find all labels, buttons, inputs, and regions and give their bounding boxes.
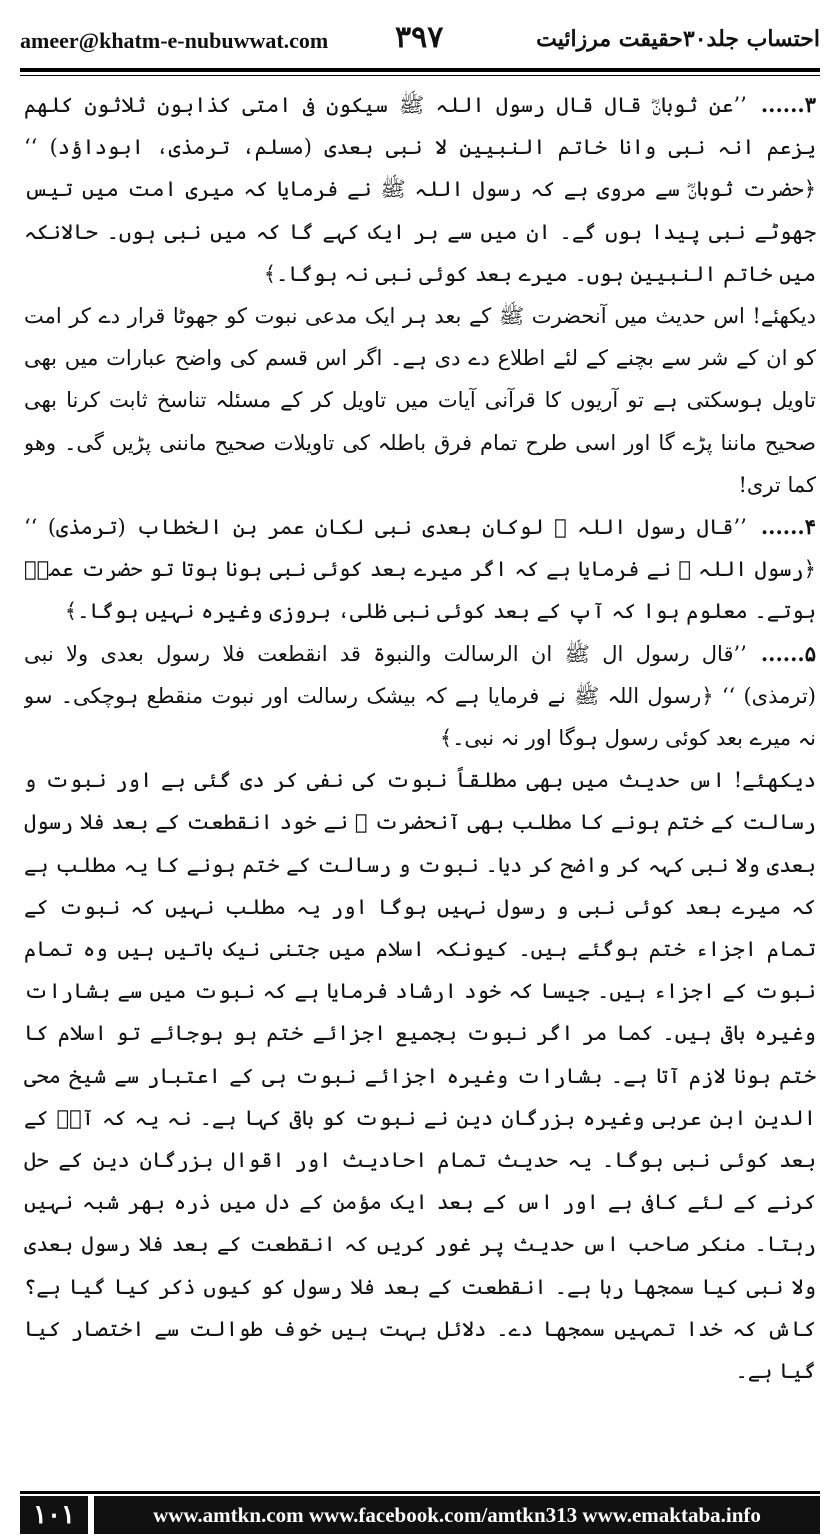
- header-rule: [20, 68, 820, 72]
- paragraph-text: ’’قال رسول ال ﷺ ان الرسالت والنبوۃ قد انقطعت فلا رسول بعدی ولا نبی (ترمذی) ‘‘ ﴿رسول اللہ ﷺ نے فرمایا ہے کہ بیشک رسالت اور نبوت منقطع ہوچکی۔ سو نہ میرے بعد کوئی رسول ہوگا اور نہ نبی۔﴾: [24, 641, 816, 751]
- paragraph-number: ۳......: [760, 92, 816, 117]
- paragraph-hadith-4: [24, 506, 816, 633]
- footer-page-number: ۱۰۱: [20, 1496, 88, 1534]
- paragraph-text: ’’قال رسول اللہ ﷺ لوکان بعدی نبی لکان عمر بن الخطاب (ترمذی) ‘‘ ﴿رسول اللہ ﷺ نے فرمایا ہے کہ اگر میرے بعد کوئی نبی ہونا ہوتا تو حضرت عمرؓ ہوتے۔ معلوم ہوا کہ آپ کے بعد کوئی نبی ظلی، بروزی وغیرہ نہیں ہوگا۔﴾: [24, 515, 816, 624]
- paragraph-hadith-3: [24, 84, 816, 295]
- paragraph-text: دیکھئے! اس حدیث میں آنحضرت ﷺ کے بعد ہر ایک مدعی نبوت کو جھوٹا قرار دے کر امت کو ان کے شر سے بچنے کے لئے اطلاع دے دی ہے۔ اگر اس قسم کی واضح عبارات میں بھی تاویل ہوسکتی ہے تو آریوں کا قرآنی آیات میں تاویل کر کے مسئلہ تناسخ ثابت کرنا بھی صحیح ماننا پڑے گا اور اسی طرح تمام فرق باطلہ کی تاویلات صحیح ماننی پڑیں گی۔ وھو کما تری!: [24, 304, 816, 497]
- page-header: [20, 20, 820, 62]
- header-email: ameer@khatm-e-nubuwwat.com: [20, 28, 329, 53]
- paragraph-hadith-5: [24, 633, 816, 760]
- page-number: ۳۹۷: [395, 20, 444, 55]
- paragraph-commentary-1: [24, 295, 816, 506]
- page-body: [24, 84, 816, 1464]
- paragraph-text: ’’عن ثوبانؓ قال قال رسول اللہ ﷺ سیکون فی امتی کذابون ثلاثون کلھم یزعم انہ نبی وانا خاتم النبیین لا نبی بعدی (مسلم، ترمذی، ابوداؤد) ‘‘ ﴿حضرت ثوبانؓ سے مروی ہے کہ رسول اللہ ﷺ نے فرمایا کہ میری امت میں تیس جھوٹے نبی پیدا ہوں گے۔ ان میں سے ہر ایک کہے گا کہ میں نبی ہوں۔ حالانکہ میں خاتم النبیین ہوں۔ میرے بعد کوئی نبی نہ ہوگا۔﴾: [24, 93, 816, 286]
- footer-urls: www.amtkn.com www.facebook.com/amtkn313 www.emaktaba.info: [94, 1496, 820, 1534]
- paragraph-commentary-2: [24, 759, 816, 1392]
- paragraph-text: دیکھئے! اس حدیث میں بھی مطلقاً نبوت کی نفی کر دی گئی ہے اور نبوت و رسالت کے ختم ہونے کا مطلب بھی آنحضرت ﷺ نے خود انقطعت کے بعد فلا رسول بعدی ولا نبی کہہ کر واضح کر دیا۔ نبوت و رسالت کے ختم ہونے کا یہ مطلب ہے کہ میرے بعد کوئی نبی و رسول نہیں ہوگا اور یہ مطلب نہیں کہ نبوت کے تمام اجزاء ختم ہوگئے ہیں۔ کیونکہ اسلام میں جتنی نیک باتیں ہیں وہ تمام نبوت کے اجزاء ہیں۔ جیسا کہ خود ارشاد فرمایا ہے کہ نبوت میں سے بشارات وغیرہ باقی ہیں۔ کما مر اگر نبوت بجمیع اجزائے ختم ہو ہوجائے تو اسلام کا ختم ہونا لازم آتا ہے۔ بشارات وغیرہ اجزائے نبوت ہی کے اعتبار سے شیخ محی الدین ابن عربی وغیرہ بزرگان دین نے نبوت کو باقی کہا ہے۔ نہ یہ کہ آپؐ کے بعد کوئی نبی ہوگا۔ یہ حدیث تمام احادیث اور اقوال بزرگان دین کے حل کرنے کے لئے کافی ہے اور اس کے بعد ایک مؤمن کے دل میں ذرہ بھر شبہ نہیں رہتا۔ منکر صاحب اس حدیث پر غور کریں کہ انقطعت کے بعد فلا رسول بعدی ولا نبی کیا سمجھا رہا ہے۔ انقطعت کے بعد فلا رسول کو کیوں ذکر کیا گیا ہے؟ کاش کہ خدا تمہیں سمجھا دے۔ دلائل بہت ہیں خوف طوالت سے اختصار کیا گیا ہے۔: [24, 768, 816, 1384]
- paragraph-number: ۵......: [760, 640, 816, 666]
- paragraph-number: ۴......: [760, 514, 816, 540]
- header-rule-thin: [20, 75, 820, 76]
- volume-title: احتساب جلد۳۰حقیقت مرزائیت: [536, 26, 820, 52]
- footer-rule: [20, 1491, 820, 1494]
